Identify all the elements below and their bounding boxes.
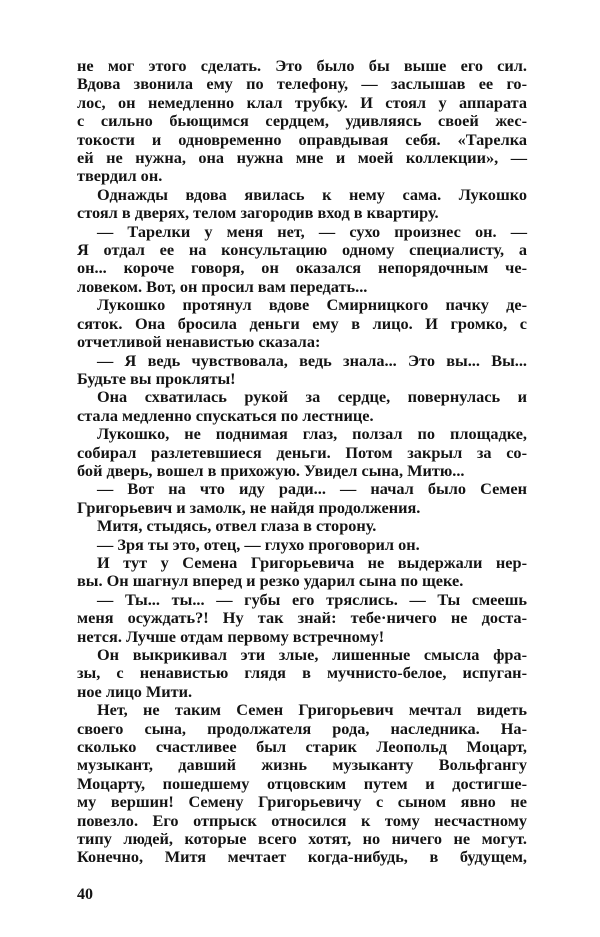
text-line: сяток. Она бросила деньги ему в лицо. И громко, с — [77, 313, 527, 333]
text-line: не мог этого сделать. Это было бы выше его сил. — [77, 56, 527, 75]
paragraph — [77, 646, 527, 701]
text-line: твердил он. — [77, 166, 163, 186]
text-line: Однажды вдова явилась к нему сама. Лукошко — [97, 184, 527, 204]
text-line: вы. Он шагнул вперед и резко ударил сына по щеке. — [77, 571, 464, 591]
text-line: Митя, стыдясь, отвел глаза в сторону. — [97, 516, 377, 536]
paragraph — [77, 186, 527, 223]
text-line: собирал разлетевшиеся деньги. Потом закрыл за со- — [77, 442, 527, 462]
paragraph — [77, 57, 527, 186]
text-line: бой дверь, вошел в прихожую. Увидел сына, Митю... — [77, 460, 465, 480]
text-line: музыкант, давший жизнь музыканту Вольфгангу — [77, 755, 527, 775]
text-line: Лукошко протянул вдове Смирницкого пачку де- — [97, 295, 527, 315]
text-line: токости и одновременно оправдывая себя. «Тарелка — [77, 129, 527, 149]
text-line: ловеком. Вот, он просил вам передать... — [77, 276, 368, 296]
text-line: повезло. Его отпрыск относился к тому несчастному — [77, 810, 527, 830]
text-line: стоял в дверях, телом загородив вход в квартиру. — [77, 203, 439, 223]
paragraph — [77, 480, 527, 517]
paragraph — [77, 223, 527, 297]
text-line: Я отдал ее на консультацию одному специалисту, а — [77, 240, 527, 260]
paragraph — [77, 388, 527, 425]
paragraph — [77, 701, 527, 867]
paragraph — [77, 296, 527, 351]
text-line: Нет, не таким Семен Григорьевич мечтал видеть — [97, 700, 527, 720]
text-line: — Вот на что иду ради... — начал было Семен — [97, 479, 527, 499]
text-line: Моцарту, пошедшему отцовским путем и достигше- — [77, 773, 527, 793]
paragraph — [77, 554, 527, 591]
text-line: он... короче говоря, он оказался непорядочным че- — [77, 258, 527, 278]
text-line: ей не нужна, она нужна мне и моей коллекции», — — [77, 148, 527, 168]
text-line: Лукошко, не поднимая глаз, ползал по площадке, — [97, 424, 527, 444]
text-line: Он выкрикивал эти злые, лишенные смысла фра- — [97, 645, 527, 664]
page-number: 40 — [77, 886, 93, 903]
text-line: Будьте вы прокляты! — [77, 368, 236, 388]
paragraph — [77, 536, 527, 554]
text-line: Вдова звонила ему по телефону, — заслышав ее го- — [77, 74, 527, 94]
text-line: меня осуждать?! Ну так знай: тебе·ничего не доста- — [77, 608, 527, 628]
text-line: И тут у Семена Григорьевича не выдержали нер- — [97, 552, 527, 572]
text-line: Она схватилась рукой за сердце, повернулась и — [97, 387, 527, 407]
paragraph — [77, 352, 527, 389]
text-line: своего сына, продолжателя рода, наследника. На- — [77, 718, 527, 738]
text-line: зы, с ненавистью глядя в мучнисто-белое, испуган- — [77, 663, 527, 683]
text-line: Григорьевич и замолк, не найдя продолжения. — [77, 497, 421, 517]
text-line: типу людей, которые всего хотят, но ничего не могут. — [77, 829, 527, 849]
text-line: сколько счастливее был старик Леопольд Моцарт, — [77, 737, 527, 757]
text-line: стала медленно спускаться по лестнице. — [77, 405, 374, 425]
book-page-text — [77, 57, 527, 867]
text-line: — Я ведь чувствовала, ведь знала... Это вы... Вы... — [97, 350, 527, 370]
paragraph — [77, 591, 527, 646]
paragraph — [77, 425, 527, 480]
text-line: му вершин! Семену Григорьевичу с сыном явно не — [77, 792, 527, 812]
text-line: с сильно бьющимся сердцем, удивляясь своей жес- — [77, 111, 527, 131]
paragraph — [77, 517, 527, 535]
text-line: — Ты... ты... — губы его тряслись. — Ты смеешь — [97, 589, 527, 609]
text-line: Конечно, Митя мечтает когда-нибудь, в будущем, — [77, 847, 527, 867]
text-line: нется. Лучше отдам первому встречному! — [77, 626, 385, 646]
text-line: отчетливой ненавистью сказала: — [77, 332, 321, 352]
text-line: лос, он немедленно клал трубку. И стоял у аппарата — [77, 92, 527, 112]
text-line: ное лицо Мити. — [77, 681, 193, 701]
text-line: — Зря ты это, отец, — глухо проговорил он. — [97, 534, 420, 554]
text-line: — Тарелки у меня нет, — сухо произнес он. — — [97, 221, 527, 241]
